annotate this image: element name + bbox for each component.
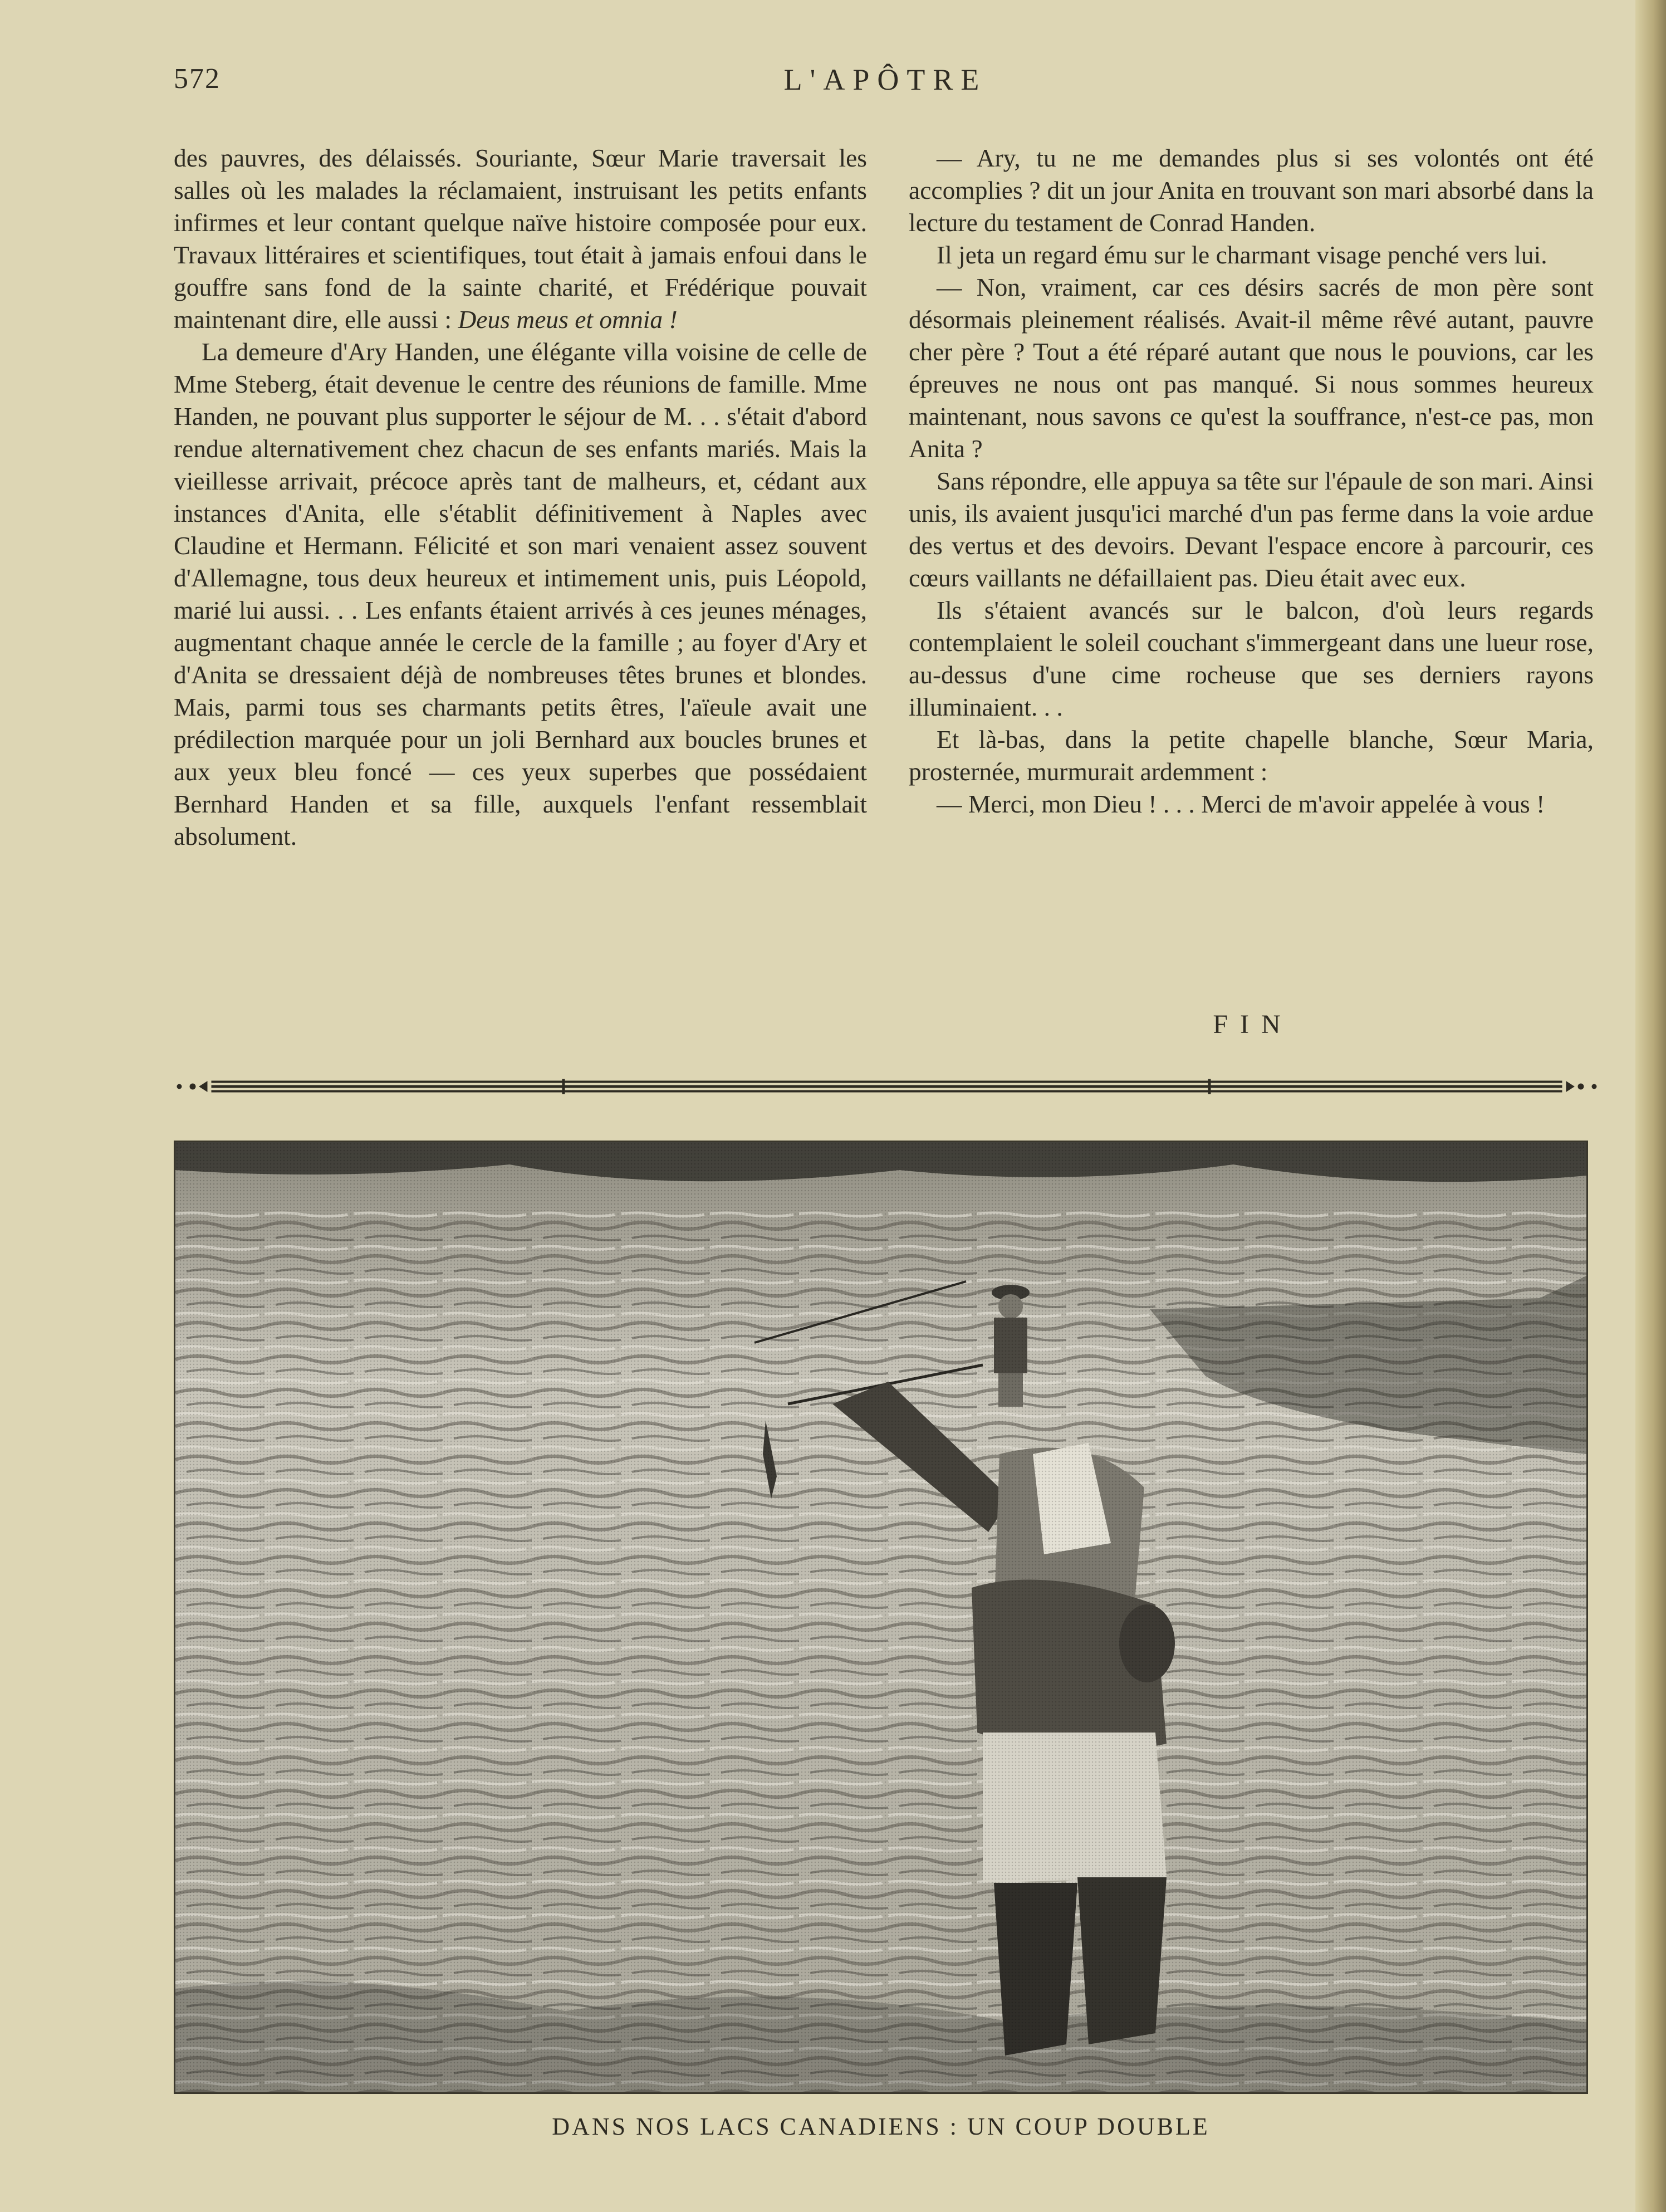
photo-illustration bbox=[175, 1142, 1586, 2092]
paragraph: Et là-bas, dans la petite chapelle blanche, Sœur Maria, prosternée, murmurait ardemment : bbox=[909, 725, 1594, 786]
paragraph: Ils s'étaient avancés sur le balcon, d'où leurs regards contemplaient le soleil couchant s'immergeant dans une lueur rose, au-dessus d'une cime rocheuse que ses derniers rayons illuminaient. . . bbox=[909, 596, 1594, 721]
page-edge-shadow bbox=[1635, 0, 1666, 2212]
paragraph: — Ary, tu ne me demandes plus si ses volontés ont été accomplies ? dit un jour Anita en trouvant son mari absorbé dans la lecture du testament de Conrad Handen. bbox=[909, 144, 1594, 237]
fishing-photograph bbox=[174, 1141, 1588, 2094]
paragraph: La demeure d'Ary Handen, une élégante villa voisine de celle de Mme Steberg, était devenue le centre des réunions de famille. Mme Handen, ne pouvant plus supporter le séjour de M. . . s'était d'abord rendue alternativement chez chacun de ses enfants mariés. Mais la vieillesse arrivait, précoce après tant de malheurs, et, cédant aux instances d'Anita, elle s'établit définitivement à Naples avec Claudine et Hermann. Félicité et son mari venaient assez souvent d'Allemagne, tous deux heureux et intimement unis, puis Léopold, marié lui aussi. . . Les enfants étaient arrivés à ces jeunes ménages, augmentant chaque année le cercle de la famille ; au foyer d'Ary et d'Anita se dressaient déjà de nombreuses têtes brunes et blondes. Mais, parmi tous ses charmants petits êtres, l'aïeule avait une prédilection marquée pour un joli Bernhard aux boucles brunes et aux yeux bleu foncé — ces yeux superbes que possédaient Bernhard Handen et sa fille, auxquels l'enfant ressemblait absolument. bbox=[174, 337, 867, 850]
photo-caption: DANS NOS LACS CANADIENS : UN COUP DOUBLE bbox=[552, 2113, 1210, 2140]
left-text-column bbox=[174, 142, 867, 853]
running-head: L'APÔTRE bbox=[783, 63, 987, 96]
paragraph: Il jeta un regard ému sur le charmant visage penché vers lui. bbox=[937, 241, 1547, 269]
paragraph: Sans répondre, elle appuya sa tête sur l'épaule de son mari. Ainsi unis, ils avaient jusqu'ici marché d'un pas ferme dans la voie ardue des vertus et des devoirs. Devant l'espace encore à parcourir, ces cœurs vaillants ne défaillaient pas. Dieu était avec eux. bbox=[909, 467, 1594, 592]
paragraph: des pauvres, des délaissés. Souriante, Sœur Marie traversait les salles où les malades la réclamaient, instruisant les petits enfants infirmes et leur contant quelque naïve histoire composée pour eux. Travaux littéraires et scientifiques, tout était à jamais enfoui dans le gouffre sans fond de la sainte charité, et Frédérique pouvait maintenant dire, elle aussi : Deus meus et omnia ! bbox=[174, 144, 867, 334]
end-mark: FIN bbox=[1213, 1010, 1293, 1039]
ornamental-rule bbox=[173, 1078, 1601, 1095]
page-number: 572 bbox=[174, 63, 220, 95]
right-text-column bbox=[909, 142, 1594, 820]
paragraph: — Non, vraiment, car ces désirs sacrés de mon père sont désormais pleinement réalisés. Avait-il même rêvé autant, pauvre cher père ? Tout a été réparé autant que nous le pouvions, car les épreuves ne nous ont pas manqué. Si nous sommes heureux maintenant, nous savons ce qu'est la souffrance, n'est-ce pas, mon Anita ? bbox=[909, 273, 1594, 463]
paragraph: — Merci, mon Dieu ! . . . Merci de m'avoir appelée à vous ! bbox=[937, 790, 1545, 818]
